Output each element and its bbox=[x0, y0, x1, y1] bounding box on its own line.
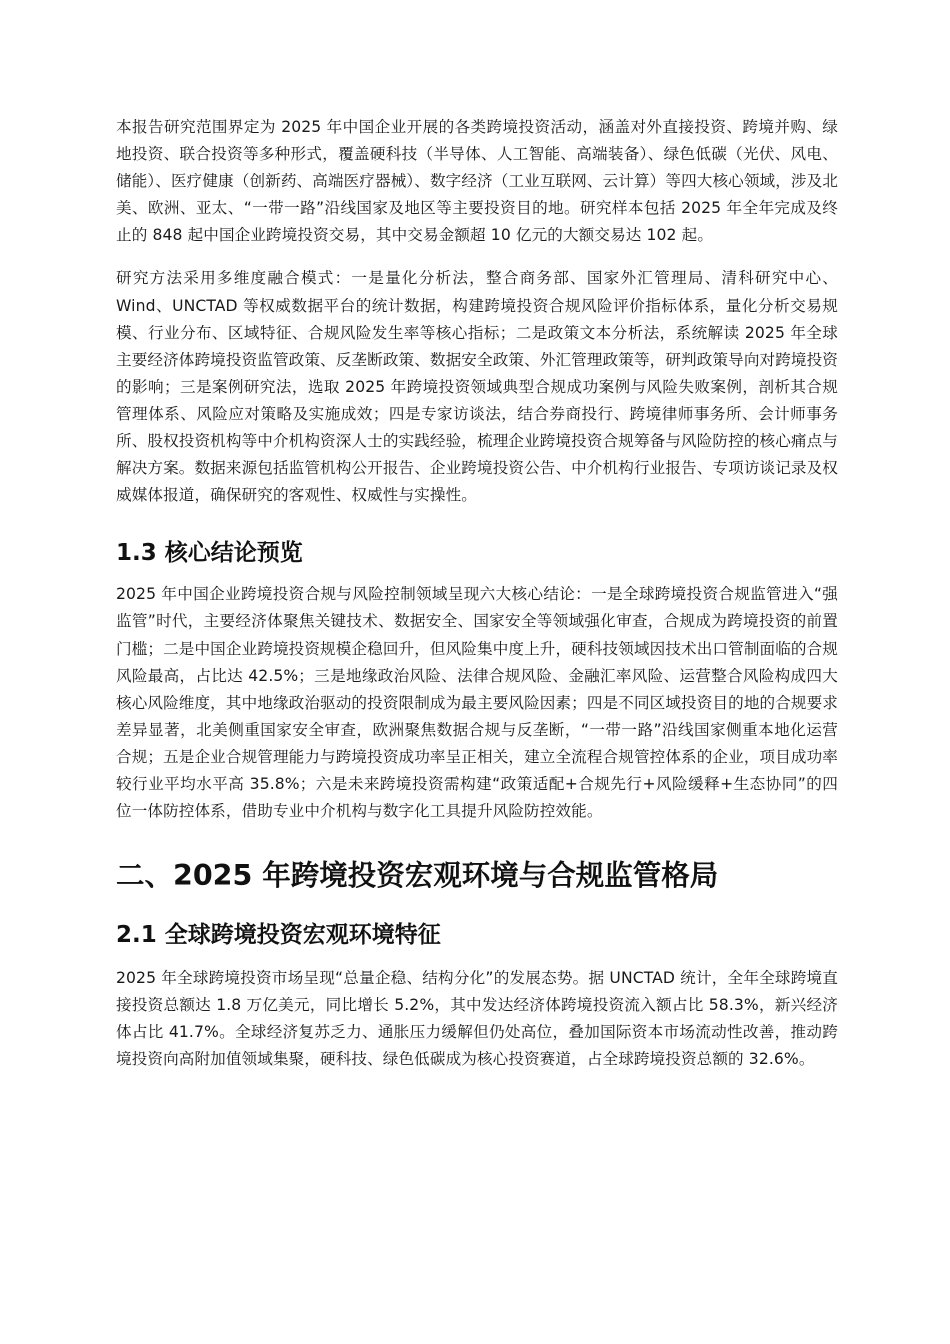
section-heading-2-1: 2.1 全球跨境投资宏观环境特征 bbox=[116, 922, 441, 949]
chapter-heading-2: 二、2025 年跨境投资宏观环境与合规监管格局 bbox=[116, 859, 719, 893]
document-page bbox=[116, 114, 838, 1074]
scope-paragraph: 本报告研究范围界定为 2025 年中国企业开展的各类跨境投资活动，涵盖对外直接投资、跨境并购、绿地投资、联合投资等多种形式，覆盖硬科技（半导体、人工智能、高端装备）、绿色低碳（光伏、风电、储能）、医疗健康（创新药、高端医疗器械）、数字经济（工业互联网、云计算）等四大核心领域，涉及北美、欧洲、亚太、“一带一路”沿线国家及地区等主要投资目的地。研究样本包括 2025 年全年完成及终止的 848 起中国企业跨境投资交易，其中交易金额超 10 亿元的大额交易达 102 起。 bbox=[116, 118, 839, 245]
section-heading-1-3: 1.3 核心结论预览 bbox=[116, 540, 303, 567]
conclusion-paragraph: 2025 年中国企业跨境投资合规与风险控制领域呈现六大核心结论：一是全球跨境投资合规监管进入“强监管”时代，主要经济体聚焦关键技术、数据安全、国家安全等领域强化审查，合规成为跨境投资的前置门槛；二是中国企业跨境投资规模企稳回升，但风险集中度上升，硬科技领域因技术出口管制面临的合规风险最高，占比达 42.5%；三是地缘政治风险、法律合规风险、金融汇率风险、运营整合风险构成四大核心风险维度，其中地缘政治驱动的投资限制成为最主要风险因素；四是不同区域投资目的地的合规要求差异显著，北美侧重国家安全审查，欧洲聚焦数据合规与反垄断，“一带一路”沿线国家侧重本地化运营合规；五是企业合规管理能力与跨境投资成功率呈正相关，建立全流程合规管控体系的企业，项目成功率较行业平均水平高 35.8%；六是未来跨境投资需构建“政策适配+合规先行+风险缓释+生态协同”的四位一体防控体系，借助专业中介机构与数字化工具提升风险防控效能。 bbox=[116, 585, 838, 821]
macro-environment-paragraph: 2025 年全球跨境投资市场呈现“总量企稳、结构分化”的发展态势。据 UNCTAD 统计，全年全球跨境直接投资总额达 1.8 万亿美元，同比增长 5.2%，其中发达经济体跨境投资流入额占比 58.3%，新兴经济体占比 41.7%。全球经济复苏乏力、通胀压力缓解但仍处高位，叠加国际资本市场流动性改善，推动跨境投资向高附加值领域集聚，硬科技、绿色低碳成为核心投资赛道，占全球跨境投资总额的 32.6%。 bbox=[116, 969, 838, 1069]
method-paragraph: 研究方法采用多维度融合模式：一是量化分析法，整合商务部、国家外汇管理局、清科研究中心、Wind、UNCTAD 等权威数据平台的统计数据，构建跨境投资合规风险评价指标体系，量化分析交易规模、行业分布、区域特征、合规风险发生率等核心指标；二是政策文本分析法，系统解读 2025 年全球主要经济体跨境投资监管政策、反垄断政策、数据安全政策、外汇管理政策等，研判政策导向对跨境投资的影响；三是案例研究法，选取 2025 年跨境投资领域典型合规成功案例与风险失败案例，剖析其合规管理体系、风险应对策略及实施成效；四是专家访谈法，结合券商投行、跨境律师事务所、会计师事务所、股权投资机构等中介机构资深人士的实践经验，梳理企业跨境投资合规筹备与风险防控的核心痛点与解决方案。数据来源包括监管机构公开报告、企业跨境投资公告、中介机构行业报告、专项访谈记录及权威媒体报道，确保研究的客观性、权威性与实操性。 bbox=[116, 269, 838, 505]
